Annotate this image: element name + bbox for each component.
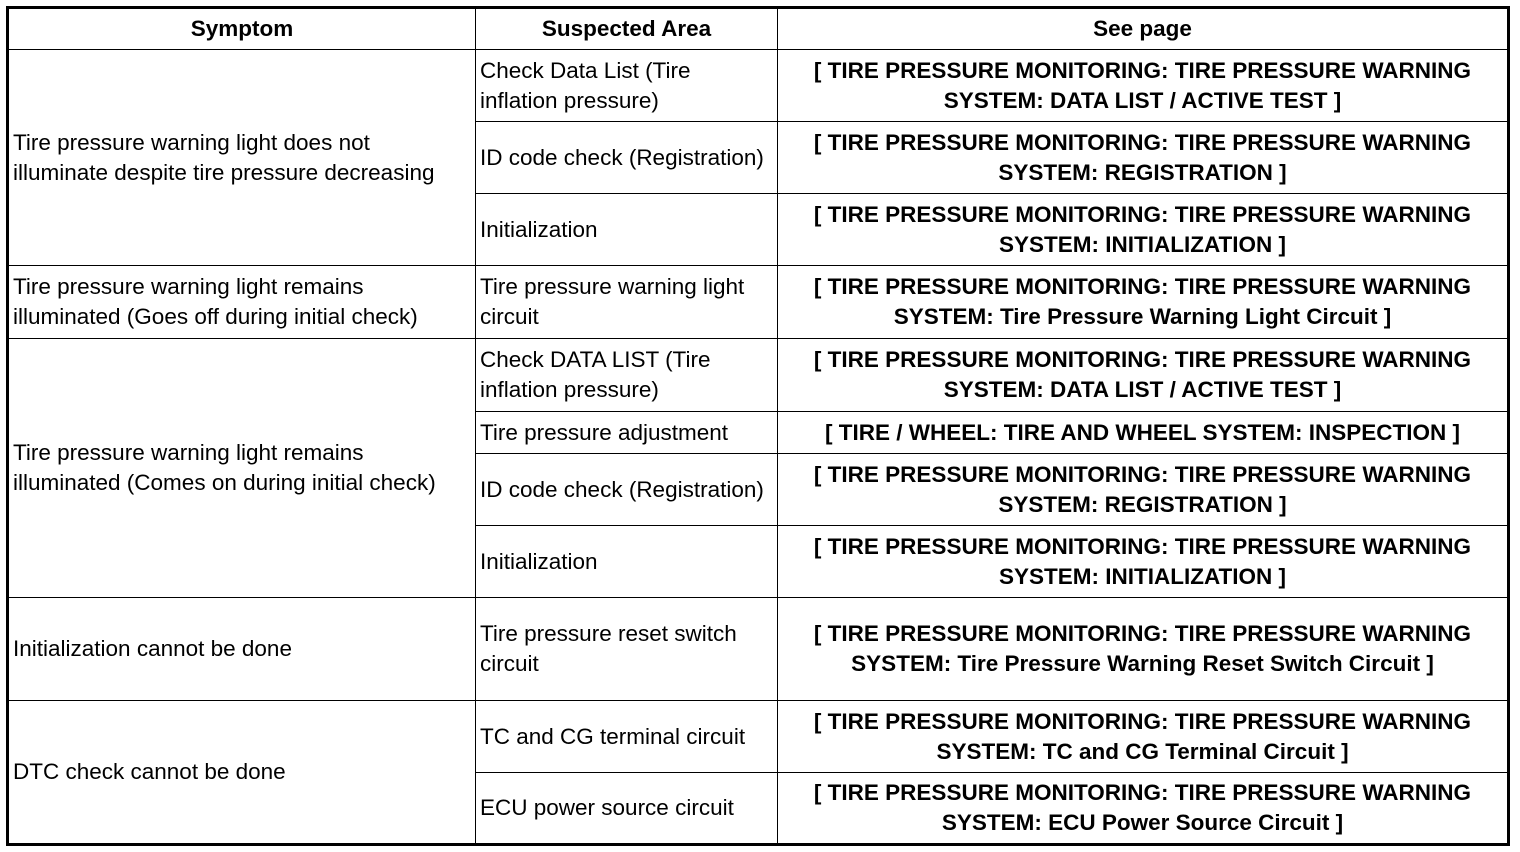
see-page-link[interactable]: [ TIRE PRESSURE MONITORING: TIRE PRESSURE WARNING SYSTEM: ECU Power Source Circuit ] <box>778 773 1509 845</box>
suspected-area-cell: Check Data List (Tire inflation pressure) <box>476 50 778 122</box>
table-row <box>8 266 1509 339</box>
symptom-cell: Tire pressure warning light remains illuminated (Goes off during initial check) <box>8 266 476 339</box>
symptom-header: Symptom <box>8 8 476 50</box>
suspected-area-header: Suspected Area <box>476 8 778 50</box>
table-row <box>8 339 1509 412</box>
see-page-link[interactable]: [ TIRE PRESSURE MONITORING: TIRE PRESSURE WARNING SYSTEM: DATA LIST / ACTIVE TEST ] <box>778 50 1509 122</box>
suspected-area-cell: Initialization <box>476 526 778 598</box>
table-row <box>8 701 1509 773</box>
see-page-link[interactable]: [ TIRE PRESSURE MONITORING: TIRE PRESSURE WARNING SYSTEM: TC and CG Terminal Circuit ] <box>778 701 1509 773</box>
suspected-area-cell: Tire pressure warning light circuit <box>476 266 778 339</box>
suspected-area-cell: ID code check (Registration) <box>476 454 778 526</box>
see-page-link[interactable]: [ TIRE PRESSURE MONITORING: TIRE PRESSURE WARNING SYSTEM: Tire Pressure Warning Reset Switch Circuit ] <box>778 598 1509 701</box>
problem-symptoms-table <box>6 6 1510 846</box>
see-page-link[interactable]: [ TIRE / WHEEL: TIRE AND WHEEL SYSTEM: INSPECTION ] <box>778 412 1509 454</box>
suspected-area-cell: Initialization <box>476 194 778 266</box>
see-page-link[interactable]: [ TIRE PRESSURE MONITORING: TIRE PRESSURE WARNING SYSTEM: DATA LIST / ACTIVE TEST ] <box>778 339 1509 412</box>
suspected-area-cell: Check DATA LIST (Tire inflation pressure) <box>476 339 778 412</box>
suspected-area-cell: Tire pressure reset switch circuit <box>476 598 778 701</box>
symptom-cell: DTC check cannot be done <box>8 701 476 845</box>
see-page-link[interactable]: [ TIRE PRESSURE MONITORING: TIRE PRESSURE WARNING SYSTEM: INITIALIZATION ] <box>778 526 1509 598</box>
symptom-cell: Tire pressure warning light does not illuminate despite tire pressure decreasing <box>8 50 476 266</box>
see-page-link[interactable]: [ TIRE PRESSURE MONITORING: TIRE PRESSURE WARNING SYSTEM: INITIALIZATION ] <box>778 194 1509 266</box>
table-row <box>8 598 1509 701</box>
see-page-link[interactable]: [ TIRE PRESSURE MONITORING: TIRE PRESSURE WARNING SYSTEM: Tire Pressure Warning Light Circuit ] <box>778 266 1509 339</box>
table-row <box>8 50 1509 122</box>
symptom-cell: Tire pressure warning light remains illuminated (Comes on during initial check) <box>8 339 476 598</box>
see-page-link[interactable]: [ TIRE PRESSURE MONITORING: TIRE PRESSURE WARNING SYSTEM: REGISTRATION ] <box>778 122 1509 194</box>
suspected-area-cell: Tire pressure adjustment <box>476 412 778 454</box>
suspected-area-cell: TC and CG terminal circuit <box>476 701 778 773</box>
suspected-area-cell: ECU power source circuit <box>476 773 778 845</box>
header-row <box>8 8 1509 50</box>
see-page-link[interactable]: [ TIRE PRESSURE MONITORING: TIRE PRESSURE WARNING SYSTEM: REGISTRATION ] <box>778 454 1509 526</box>
suspected-area-cell: ID code check (Registration) <box>476 122 778 194</box>
see-page-header: See page <box>778 8 1509 50</box>
symptom-cell: Initialization cannot be done <box>8 598 476 701</box>
